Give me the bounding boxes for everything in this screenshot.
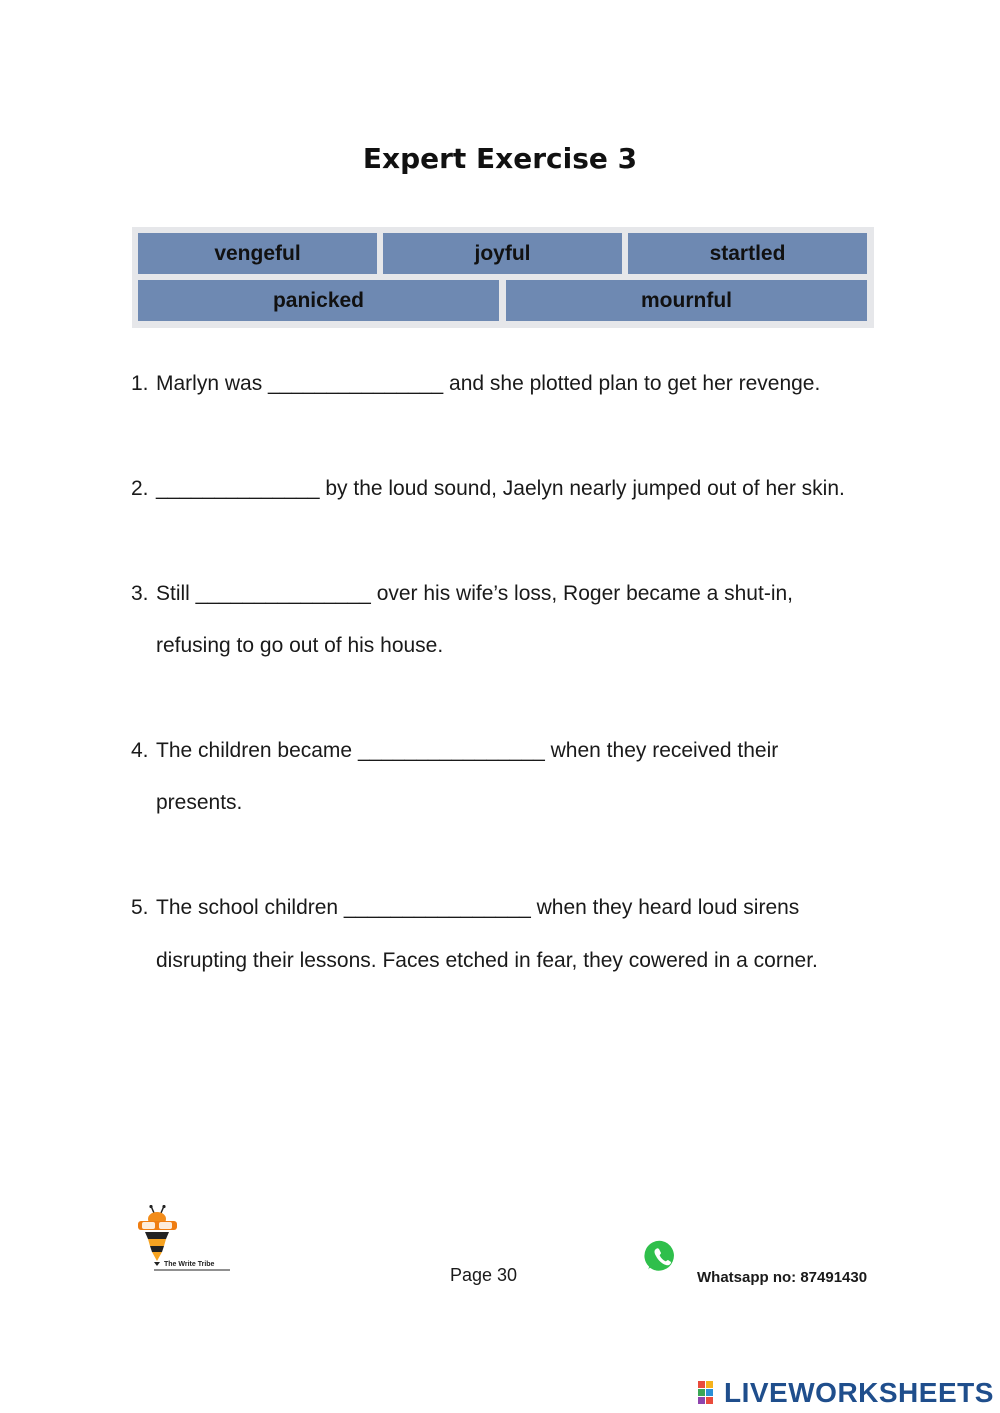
question-3-continued: refusing to go out of his house. [156,634,444,657]
page-number: Page 30 [450,1265,518,1285]
whatsapp-icon [641,1236,683,1278]
word-bank [132,227,874,328]
page-title: Expert Exercise 3 [362,142,638,175]
word-bank-cell: startled [628,233,867,274]
liveworksheets-brand[interactable]: LIVEWORKSHEETS [724,1377,994,1408]
question-text[interactable]: ______________ by the loud sound, Jaelyn nearly jumped out of her skin. [156,477,845,500]
question-text[interactable]: Still _______________ over his wife’s loss, Roger became a shut-in, [156,582,793,605]
question-text[interactable]: Marlyn was _______________ and she plotted plan to get her revenge. [156,372,821,395]
word-bank-cell: panicked [138,280,499,321]
question-text[interactable]: The children became ________________ when they received their [156,739,779,762]
word-bank-cell: vengeful [138,233,377,274]
question-1: 1. Marlyn was _______________ and she plotted plan to get her revenge. [131,372,821,395]
question-5-continued: disrupting their lessons. Faces etched in fear, they cowered in a corner. [156,949,818,972]
liveworksheets-logo-icon [698,1381,722,1405]
write-tribe-bee-logo [134,1205,234,1275]
question-4-continued: presents. [156,791,243,814]
question-2: 2. ______________ by the loud sound, Jaelyn nearly jumped out of her skin. [131,477,845,500]
word-bank-cell: mournful [506,280,867,321]
question-text[interactable]: The school children ________________ when they heard loud sirens [156,896,800,919]
question-3: 3. Still _______________ over his wife’s loss, Roger became a shut-in, [131,582,793,605]
question-4: 4. The children became ________________ when they received their [131,739,779,762]
question-5: 5. The school children ________________ when they heard loud sirens [131,896,800,919]
whatsapp-number: Whatsapp no: 87491430 [697,1269,868,1286]
word-bank-cell: joyful [383,233,622,274]
logo-text: The Write Tribe [164,1261,215,1268]
